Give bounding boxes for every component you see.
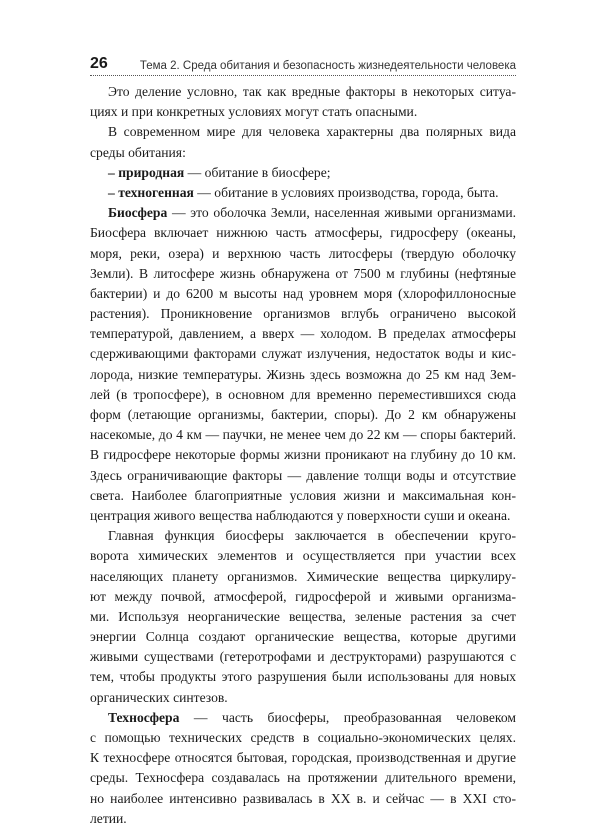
body-text: [90, 82, 516, 829]
text-line: [90, 122, 516, 142]
bold-term: – природная: [108, 164, 185, 180]
text-line: [90, 82, 516, 102]
paragraph: [90, 708, 516, 829]
paragraph: [90, 122, 516, 162]
page-number: 26: [90, 55, 108, 72]
text-line: [90, 324, 516, 344]
text-line: [90, 789, 516, 809]
line-text: тем, чтобы продукты этого разрушения были использованы для новых: [90, 669, 516, 685]
line-text: — обитание в условиях производства, города, быта.: [193, 184, 499, 200]
text-line: [90, 223, 516, 243]
line-text: бактерии) и до 6200 м высоты над уровнем моря (хлорофиллоносные: [90, 285, 516, 301]
line-text: В гидросфере некоторые формы жизни проникают на глубину до 10 км.: [90, 447, 516, 463]
text-line: [90, 567, 516, 587]
line-text: ворота химических элементов и осуществляется при участии всех: [90, 548, 516, 564]
line-text: ми. Используя неорганические вещества, зеленые растения за счет: [90, 608, 516, 624]
line-text: среды. Техносфера создавалась на протяжении длительного времени,: [90, 770, 516, 786]
text-line: [90, 647, 516, 667]
text-line: [90, 728, 516, 748]
text-line: [90, 445, 516, 465]
line-text: насекомые, до 4 км — паучки, не менее чем до 22 км — споры бактерий.: [90, 427, 516, 443]
line-text: населяющих планету организмов. Химические вещества циркулиру-: [90, 568, 516, 584]
line-text: Биосфера включает нижнюю часть атмосферы, гидросферу (океаны,: [90, 225, 516, 241]
line-text: центрация живого вещества наблюдаются у поверхности суши и океана.: [90, 507, 511, 523]
text-line: [90, 466, 516, 486]
text-line: [90, 102, 516, 122]
text-line: [90, 284, 516, 304]
text-line: [90, 526, 516, 546]
text-line: [90, 809, 516, 829]
page-header: [90, 48, 516, 76]
line-text: сдерживающими факторами служат излучения, недостаток воды и кис-: [90, 346, 516, 362]
paragraph: [90, 526, 516, 708]
line-text: Это деление условно, так как вредные факторы в некоторых ситуа-: [108, 84, 516, 99]
paragraph: [90, 82, 516, 122]
bold-term: – техногенная: [108, 184, 194, 200]
text-line: [90, 365, 516, 385]
text-line: [90, 344, 516, 364]
text-line: [90, 385, 516, 405]
line-text: света. Наиболее благоприятные условия жизни и максимальная кон-: [90, 487, 516, 503]
text-line: [90, 667, 516, 687]
bold-term: Техносфера: [108, 709, 180, 725]
paragraph: [90, 183, 516, 203]
line-text: температурой, давлением, а вверх — холодом. В пределах атмосферы: [90, 326, 516, 342]
text-line: [90, 688, 516, 708]
text-line: [90, 425, 516, 445]
paragraph: [90, 163, 516, 183]
text-line: [90, 264, 516, 284]
line-text: энергии Солнца создают органические вещества, которые другими: [90, 629, 516, 645]
text-line: [90, 405, 516, 425]
text-line: [90, 304, 516, 324]
text-line: [90, 203, 516, 223]
text-line: [90, 486, 516, 506]
bold-term: Биосфера: [108, 205, 168, 221]
line-text: летии.: [90, 810, 127, 826]
line-text: живыми существами (гетеротрофами и деструкторами) разрушаются с: [90, 649, 516, 665]
line-text: но наиболее интенсивно развивалась в XX в. и сейчас — в XXI сто-: [90, 790, 516, 806]
paragraph: [90, 203, 516, 526]
line-text: лей (в тропосфере), в основном для временно переместившихся сюда: [90, 386, 516, 402]
text-line: [90, 627, 516, 647]
line-text: — это оболочка Земли, населенная живыми организмами.: [167, 205, 516, 221]
text-line: [90, 607, 516, 627]
text-line: [90, 163, 516, 183]
line-text: К техносфере относятся бытовая, городская, производственная и другие: [90, 750, 516, 766]
text-line: [90, 546, 516, 566]
line-text: лорода, низкие температуры. Жизнь здесь возможна до 25 км над Зем-: [90, 366, 516, 382]
line-text: Здесь ограничивающие факторы — давление толщи воды и отсутствие: [90, 467, 516, 483]
line-text: В современном мире для человека характерны два полярных вида: [108, 124, 516, 140]
line-text: с помощью технических средств в социально-экономических целях.: [90, 730, 516, 745]
running-title: Тема 2. Среда обитания и безопасность жизнедеятельности человека: [139, 60, 516, 72]
line-text: форм (летающие организмы, бактерии, споры). До 2 км обнаружены: [90, 407, 516, 422]
line-text: — часть биосферы, преобразованная человеком: [179, 709, 516, 725]
text-line: [90, 506, 516, 526]
text-line: [90, 183, 516, 203]
line-text: циях и при конкретных условиях могут стать опасными.: [90, 104, 418, 120]
text-line: [90, 708, 516, 728]
text-line: [90, 244, 516, 264]
line-text: ют между почвой, атмосферой, гидросферой и живыми организма-: [90, 588, 516, 604]
text-line: [90, 587, 516, 607]
line-text: — обитание в биосфере;: [184, 164, 331, 180]
line-text: Земли). В литосфере жизнь обнаружена от 7500 м глубины (нефтяные: [90, 265, 516, 281]
line-text: среды обитания:: [90, 144, 186, 160]
line-text: органических синтезов.: [90, 689, 228, 705]
text-line: [90, 143, 516, 163]
line-text: моря, реки, озера) и верхнюю часть литосферы (твердую оболочку: [90, 245, 516, 261]
text-line: [90, 748, 516, 768]
line-text: растения). Проникновение организмов вглубь ограничено высокой: [90, 306, 516, 322]
text-line: [90, 768, 516, 788]
line-text: Главная функция биосферы заключается в обеспечении круго-: [108, 528, 516, 544]
